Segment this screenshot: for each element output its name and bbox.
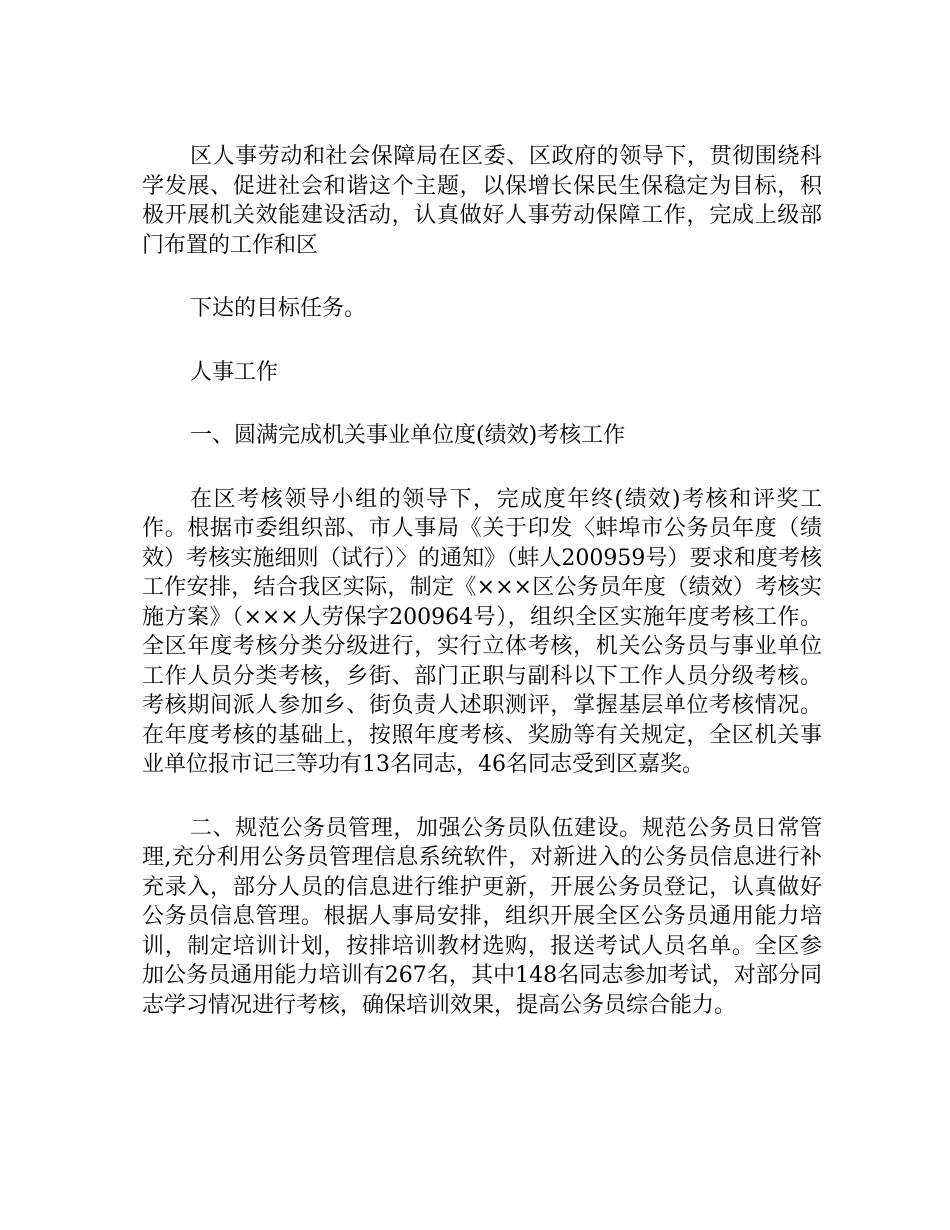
assessment-paragraph: 在区考核领导小组的领导下，完成度年终(绩效)考核和评奖工作。根据市委组织部、市人事局《关于印发〈蚌埠市公务员年度（绩效）考核实施细则（试行）〉的通知》（蚌人200959号）要求和度考核工作安排，结合我区实际，制定《×××区公务员年度（绩效）考核实施方案》（×××人劳保字200964号），组织全区实施年度考核工作。全区年度考核分类分级进行，实行立体考核，机关公务员与事业单位工作人员分类考核，乡街、部门正职与副科以下工作人员分级考核。考核期间派人参加乡、街负责人述职测评，掌握基层单位考核情况。在年度考核的基础上，按照年度考核、奖励等有关规定，全区机关事业单位报市记三等功有13名同志，46名同志受到区嘉奖。 bbox=[142, 486, 822, 777]
intro-continuation: 下达的目标任务。 bbox=[190, 296, 367, 321]
intro-paragraph: 区人事劳动和社会保障局在区委、区政府的领导下，贯彻围绕科学发展、促进社会和谐这个主题，以保增长保民生保稳定为目标，积极开展机关效能建设活动，认真做好人事劳动保障工作，完成上级部门布置的工作和区 bbox=[142, 144, 822, 258]
document-page bbox=[142, 142, 822, 1020]
subsection-heading: 一、圆满完成机关事业单位度(绩效)考核工作 bbox=[190, 423, 626, 448]
civil-servant-paragraph: 二、规范公务员管理，加强公务员队伍建设。规范公务员日常管理,充分利用公务员管理信息系统软件，对新进入的公务员信息进行补充录入，部分人员的信息进行维护更新，开展公务员登记，认真做好公务员信息管理。根据人事局安排，组织开展全区公务员通用能力培训，制定培训计划，按排培训教材选购，报送考试人员名单。全区参加公务员通用能力培训有267名，其中148名同志参加考试，对部分同志学习情况进行考核，确保培训效果，提高公务员综合能力。 bbox=[142, 815, 822, 1018]
section-heading: 人事工作 bbox=[190, 359, 279, 385]
